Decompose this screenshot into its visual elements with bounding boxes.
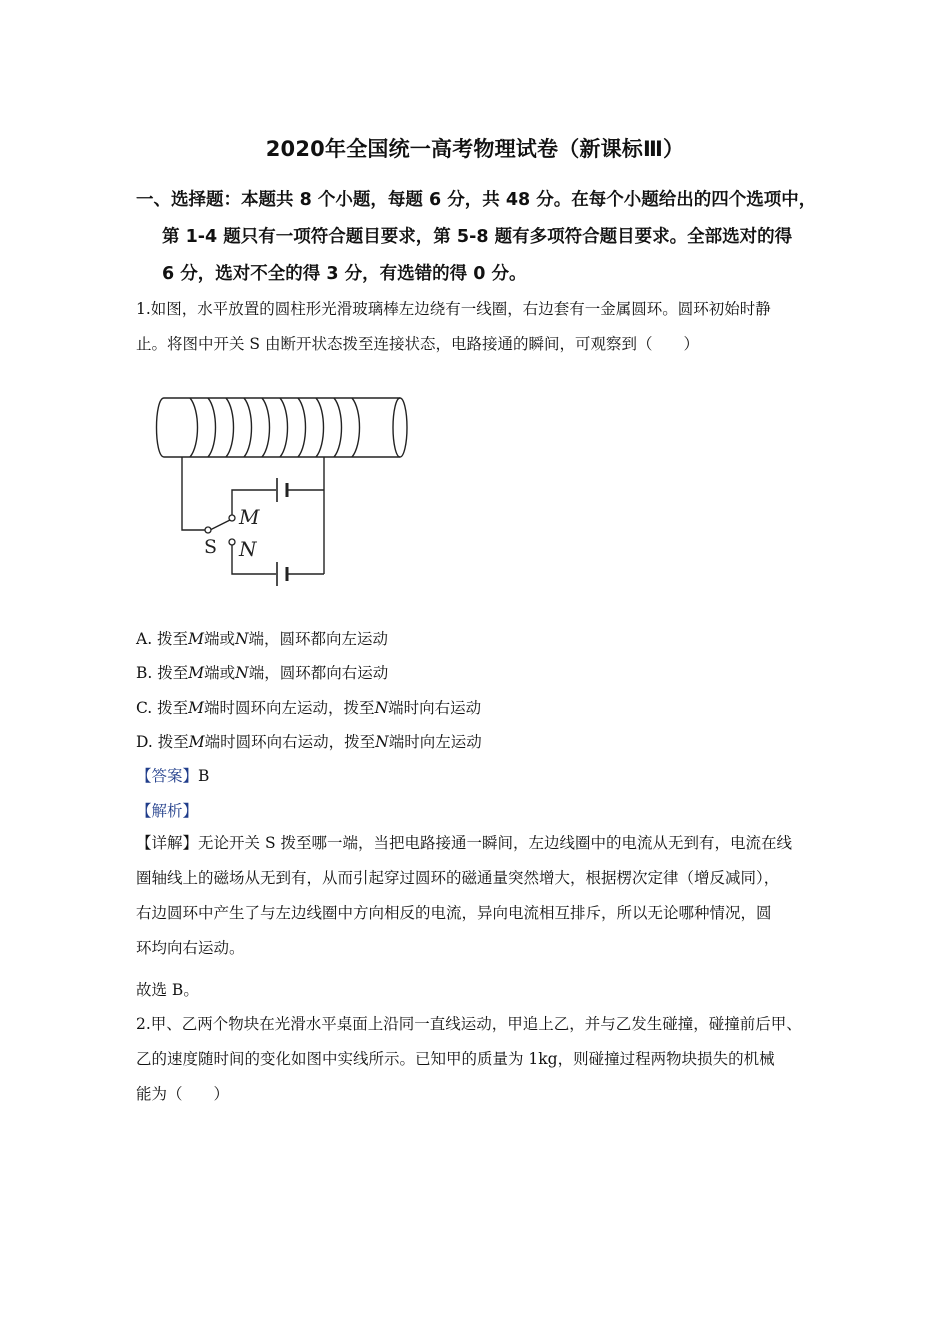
option-b: B. 拨至M端或N端，圆环都向右运动 xyxy=(136,664,389,682)
option-d: D. 拨至M端时圆环向右运动，拨至N端时向左运动 xyxy=(136,733,482,751)
option-c: C. 拨至M端时圆环向左运动，拨至N端时向右运动 xyxy=(136,699,482,717)
option-a: A. 拨至M端或N端，圆环都向左运动 xyxy=(136,630,389,648)
q2-line-1: 2.甲、乙两个物块在光滑水平桌面上沿同一直线运动，甲追上乙，并与乙发生碰撞，碰撞前后甲、 xyxy=(136,1015,802,1033)
detail-line-3: 右边圆环中产生了与左边线圈中方向相反的电流，异向电流相互排斥，所以无论哪种情况，圆 xyxy=(136,904,772,922)
analysis-label: 【解析】 xyxy=(136,802,199,820)
q1-line-1: 1.如图，水平放置的圆柱形光滑玻璃棒左边绕有一线圈，右边套有一金属圆环。圆环初始时静 xyxy=(136,300,771,318)
answer-line xyxy=(136,764,209,788)
q1-line-2: 止。将图中开关 S 由断开状态拨至连接状态，电路接通的瞬间，可观察到（ ） xyxy=(136,335,699,353)
question-2-stem xyxy=(136,1007,826,1112)
detail-explanation xyxy=(136,826,826,966)
detail-line-4: 环均向右运动。 xyxy=(136,939,245,957)
section-line-1: 一、选择题：本题共 8 个小题，每题 6 分，共 48 分。在每个小题给出的四个选项中， xyxy=(136,190,817,210)
detail-line-1: 【详解】无论开关 S 拨至哪一端，当把电路接通一瞬间，左边线圈中的电流从无到有，电流在线 xyxy=(136,834,792,852)
page-title: 2020年全国统一高考物理试卷（新课标Ⅲ） xyxy=(265,137,685,161)
section-line-2: 第 1-4 题只有一项符合题目要求，第 5-8 题有多项符合题目要求。全部选对的得 xyxy=(162,227,793,247)
switch-s-label: S xyxy=(204,536,218,558)
question-1-stem xyxy=(136,292,826,362)
terminal-m-label: M xyxy=(239,505,260,529)
detail-line-2: 圈轴线上的磁场从无到有，从而引起穿过圆环的磁通量突然增大，根据楞次定律（增反减同）， xyxy=(136,869,780,887)
section-instructions xyxy=(136,182,826,293)
q2-line-2: 乙的速度随时间的变化如图中实线所示。已知甲的质量为 1kg，则碰撞过程两物块损失的机械 xyxy=(136,1050,775,1068)
terminal-n-label: N xyxy=(239,537,257,561)
detail-label: 【详解】 xyxy=(136,834,199,852)
answer-label: 【答案】 xyxy=(136,767,199,785)
answer-value: B xyxy=(198,767,210,785)
conclusion: 故选 B。 xyxy=(136,981,199,999)
q2-line-3: 能为（ ） xyxy=(136,1085,230,1103)
section-line-3: 6 分，选对不全的得 3 分，有选错的得 0 分。 xyxy=(162,264,527,284)
coil-circuit-diagram xyxy=(150,390,410,590)
